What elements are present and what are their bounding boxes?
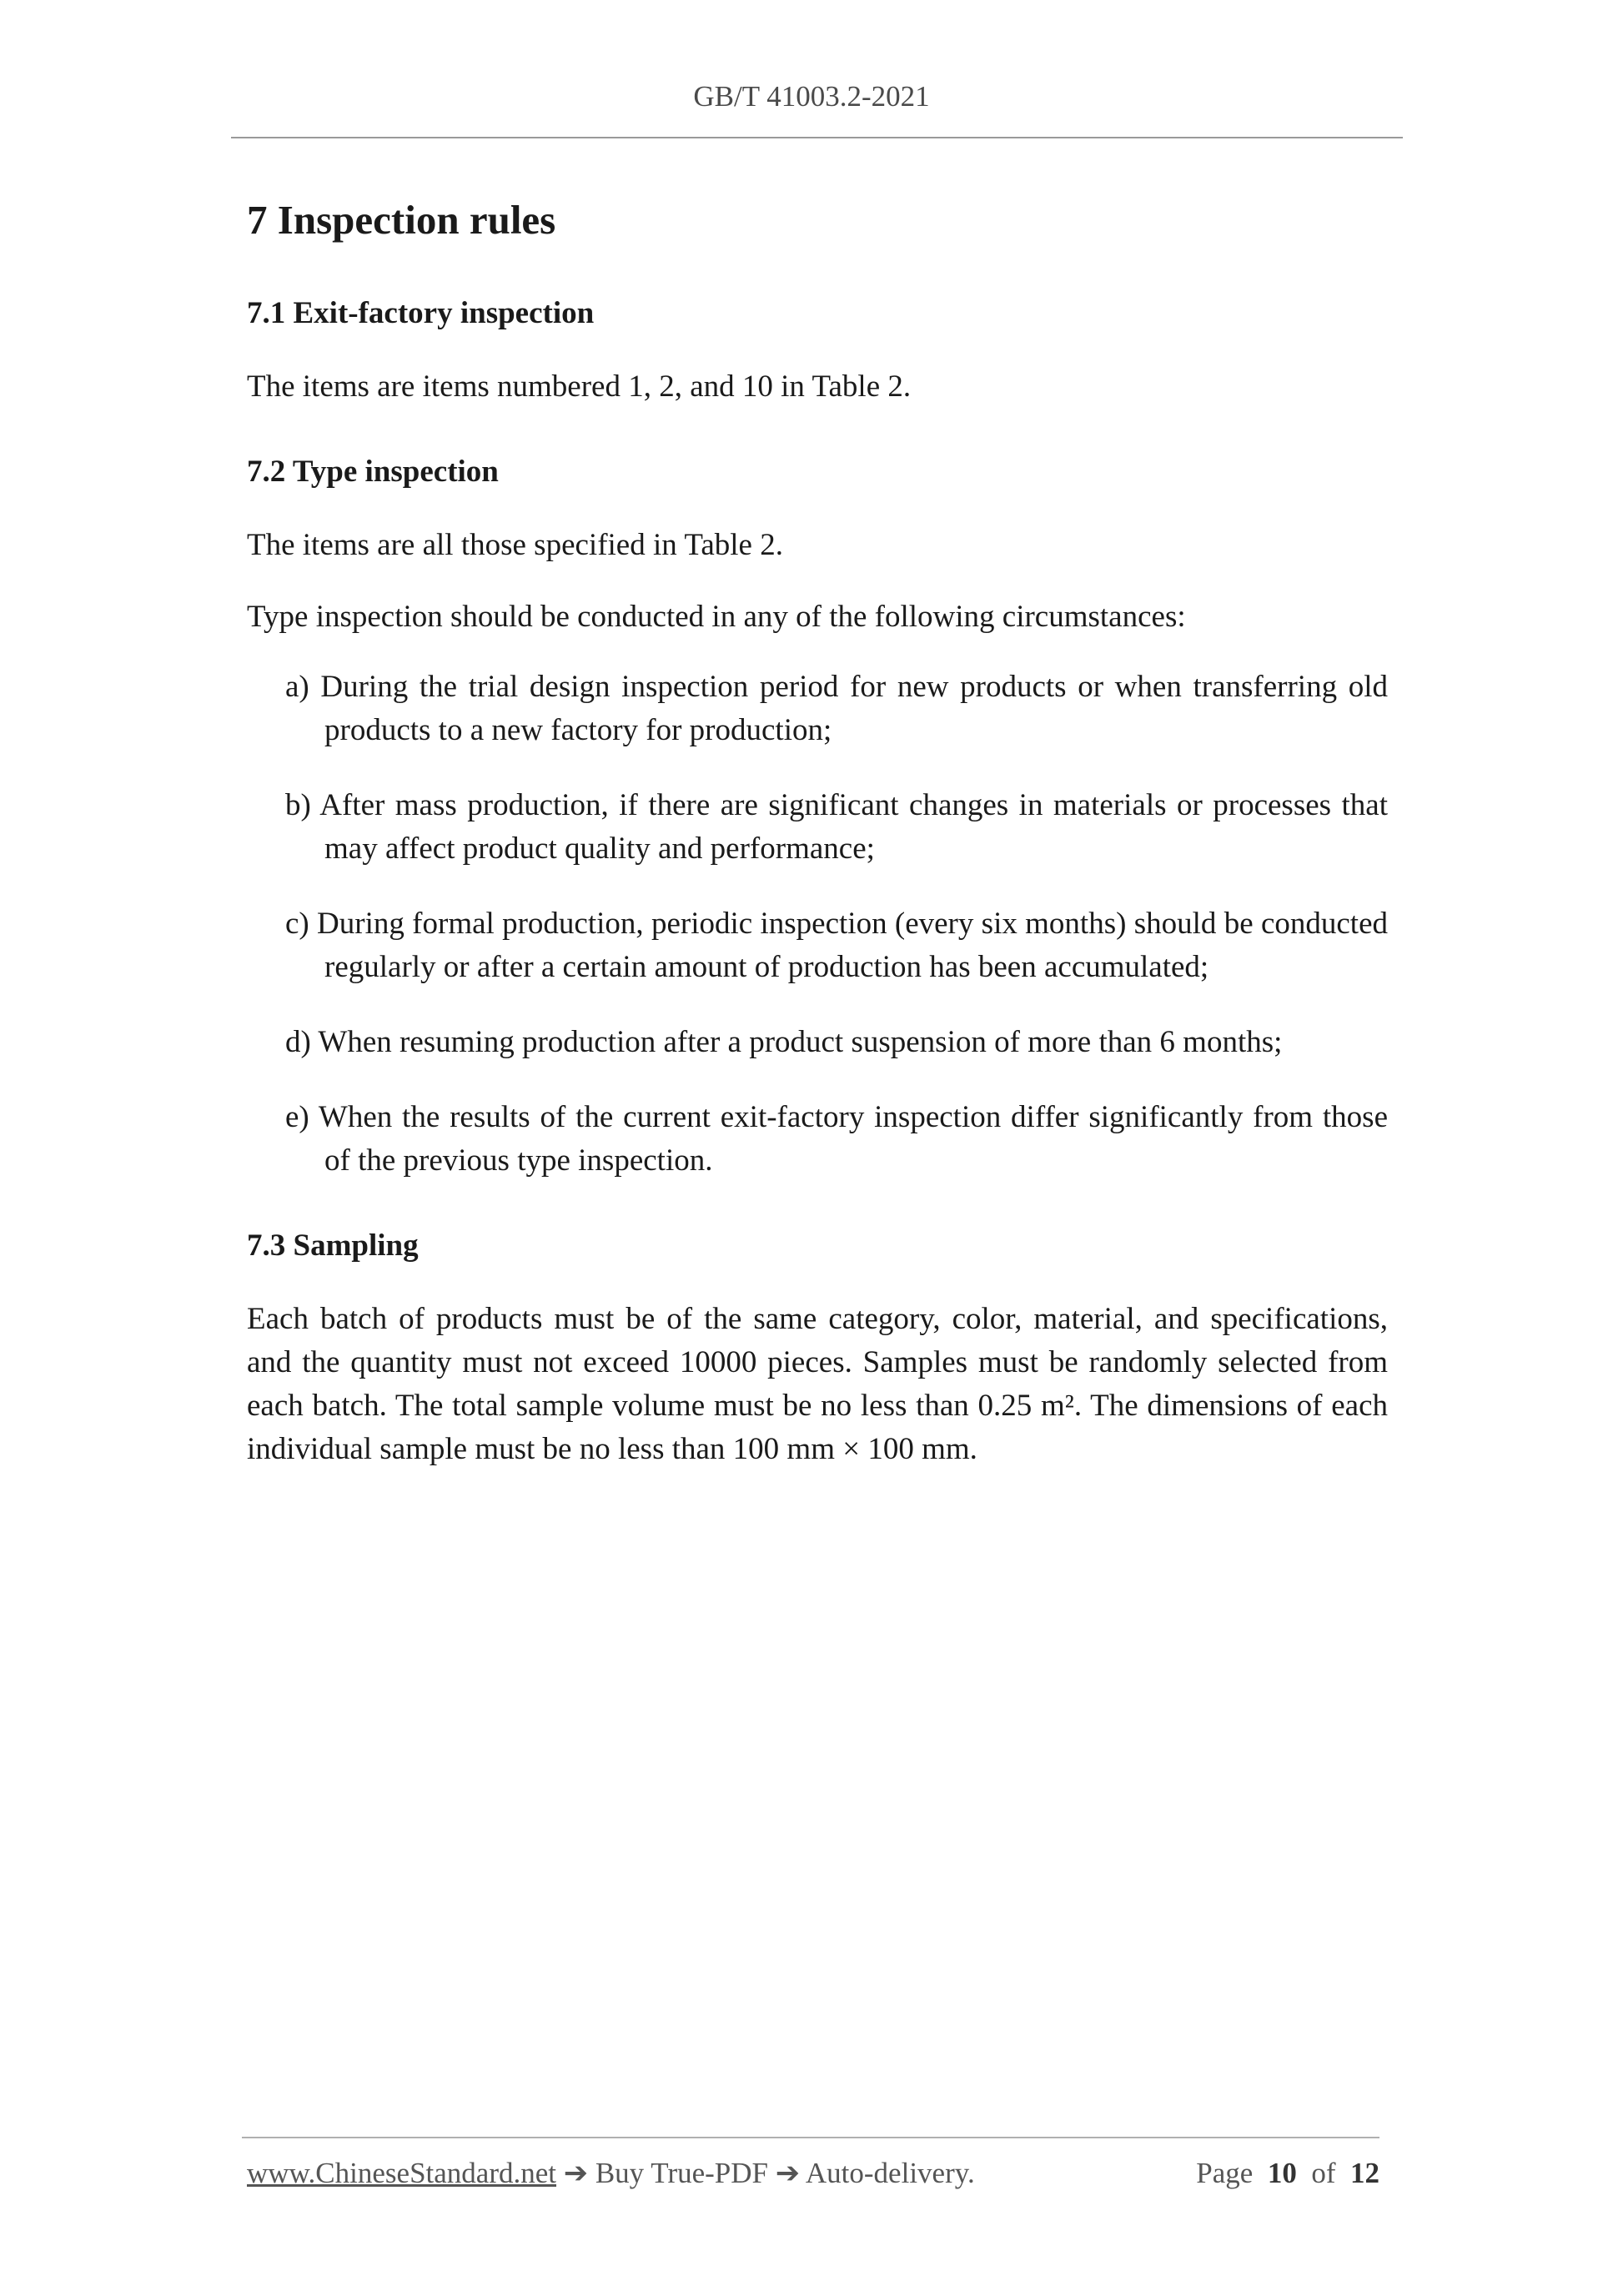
circumstances-list [247,666,1388,1183]
arrow-right-icon: ➔ [775,2157,801,2189]
subsection-7-1-text: The items are items numbered 1, 2, and 10 in Table 2. [247,369,912,404]
list-item: b) After mass production, if there are significant changes in materials or processes that may affect product quality and performance; [285,788,1388,866]
page-label: Page [1196,2157,1254,2189]
arrow-right-icon: ➔ [563,2157,589,2189]
footer-promo [247,2157,975,2190]
subsection-7-3-heading: 7.3 Sampling [247,1228,419,1263]
auto-delivery-text: Auto-delivery. [805,2157,975,2189]
subsection-7-3-text: Each batch of products must be of the same category, color, material, and specifications, and the quantity must not exceed 10000 pieces. Samples must be randomly selected from each batch. The total sample volume must be no less than 0.25 m². The dimensions of each individual sample must be no less than 100 mm × 100 mm. [247,1302,1388,1466]
document-code-header: GB/T 41003.2-2021 [693,80,930,113]
subsection-7-2-text-1: The items are all those specified in Table 2. [247,528,783,562]
section-title: 7 Inspection rules [247,197,556,243]
list-item: d) When resuming production after a product suspension of more than 6 months; [285,1025,1283,1059]
page-total: 12 [1350,2157,1379,2189]
buy-true-pdf-text: Buy True-PDF [595,2157,768,2189]
list-item: e) When the results of the current exit-factory inspection differ significantly from those of the previous type inspection. [285,1100,1388,1178]
page-footer [247,2157,1379,2198]
footer-divider [242,2137,1379,2138]
header-divider [231,137,1403,138]
subsection-7-2-heading: 7.2 Type inspection [247,455,499,489]
subsection-7-1-heading: 7.1 Exit-factory inspection [247,296,595,330]
of-label: of [1311,2157,1336,2189]
page-content [247,190,1388,1471]
subsection-7-2-text-2: Type inspection should be conducted in any of the following circumstances: [247,600,1186,634]
list-item: c) During formal production, periodic inspection (every six months) should be conducted regularly or after a certain amount of production has been accumulated; [285,907,1388,984]
page-current: 10 [1267,2157,1297,2189]
list-item: a) During the trial design inspection period for new products or when transferring old products to a new factory for production; [285,670,1388,747]
page-number [1196,2157,1379,2190]
site-link[interactable]: www.ChineseStandard.net [247,2157,556,2189]
